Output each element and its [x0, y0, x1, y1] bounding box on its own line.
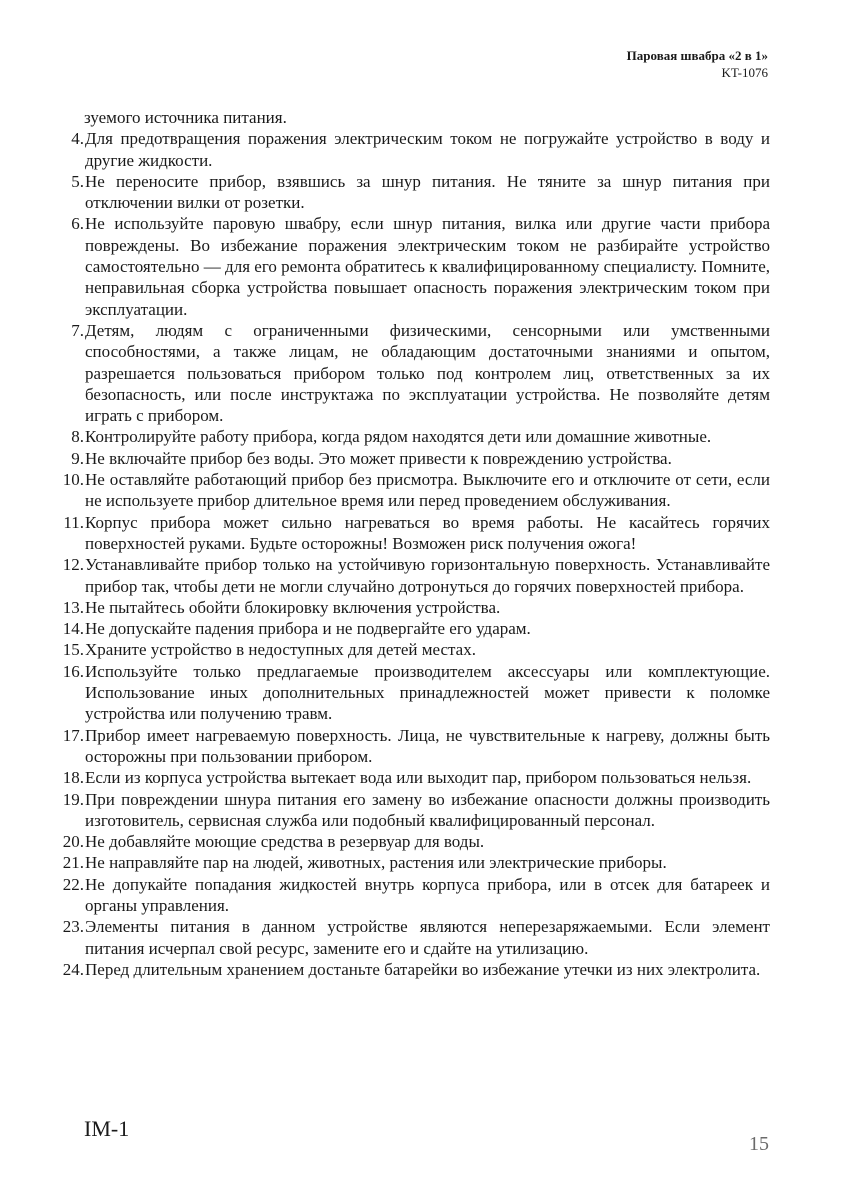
list-item-text: Для предотвращения поражения электрическим током не погружайте устройство в воду и другие жидкости.: [85, 129, 770, 170]
list-item: [52, 448, 770, 469]
list-item-text: Не пытайтесь обойти блокировку включения устройства.: [85, 597, 501, 617]
list-item-number: [52, 213, 84, 319]
list-item-text: Детям, людям с ограниченными физическими, сенсорными или умственными способностями, а также лицам, не обладающим достаточными знаниями и опытом, разрешается пользоваться прибором только под контролем лиц, ответственных за их безопасность, или после инструктажа по эксплуатации устройства. Не позволяйте детям играть с прибором.: [85, 320, 770, 426]
list-item: [52, 128, 770, 171]
list-item: [52, 426, 770, 447]
item-number-label: 4.: [71, 129, 84, 149]
list-item-text: Прибор имеет нагреваемую поверхность. Лица, не чувствительные к нагреву, должны быть осторожны при пользовании прибором.: [85, 725, 770, 766]
item-number-label: 16.: [62, 661, 84, 681]
list-item-number: [52, 831, 84, 852]
list-item-text: Не направляйте пар на людей, животных, растения или электрические приборы.: [85, 853, 667, 873]
list-item: [52, 213, 770, 319]
list-item-number: [52, 767, 84, 788]
list-item-text: Не добавляйте моющие средства в резервуар для воды.: [85, 832, 485, 852]
item-number-label: 9.: [71, 448, 84, 468]
list-item-text: Не переносите прибор, взявшись за шнур питания. Не тяните за шнур питания при отключении вилки от розетки.: [85, 171, 770, 213]
list-item-number: [52, 512, 84, 555]
list-item: [52, 852, 770, 873]
list-item-number: [52, 554, 84, 597]
list-item-number: [52, 916, 84, 959]
item-number-label: 12.: [62, 555, 84, 575]
document-title: Паровая швабра «2 в 1»: [626, 48, 768, 63]
list-item-text: Устанавливайте прибор только на устойчивую горизонтальную поверхность. Устанавливайте прибор так, чтобы дети не могли случайно дотронуться до горячих поверхностей прибора.: [85, 555, 770, 596]
item-number-label: 19.: [62, 789, 84, 809]
item-number-label: 11.: [63, 512, 84, 532]
list-item: [52, 959, 770, 980]
item-number-label: 15.: [62, 640, 84, 660]
instruction-list: [52, 128, 770, 980]
list-item: [52, 831, 770, 852]
item-number-label: 7.: [71, 320, 84, 340]
page-header: [627, 47, 768, 81]
list-item-text: Контролируйте работу прибора, когда рядом находятся дети или домашние животные.: [85, 427, 712, 447]
list-item: [52, 320, 770, 426]
list-item: [52, 469, 770, 512]
list-item-text: Если из корпуса устройства вытекает вода или выходит пар, прибором пользоваться нельзя.: [85, 768, 752, 788]
list-item-text: Не оставляйте работающий прибор без присмотра. Выключите его и отключите от сети, если не используете прибор длительное время или перед проведением обслуживания.: [85, 470, 770, 511]
list-item: [52, 597, 770, 618]
list-item-text: Не допукайте попадания жидкостей внутрь корпуса прибора, или в отсек для батареек и органы управления.: [85, 874, 770, 915]
continued-text: зуемого источника питания.: [84, 108, 287, 127]
list-item: [52, 639, 770, 660]
item-number-label: 23.: [62, 917, 84, 937]
list-item-number: [52, 639, 84, 660]
list-item: [52, 661, 770, 725]
list-item-text: Не включайте прибор без воды. Это может привести к повреждению устройства.: [85, 448, 672, 468]
list-item-text: Элементы питания в данном устройстве являются неперезаряжаемыми. Если элемент питания исчерпал свой ресурс, замените его и сдайте на утилизацию.: [85, 917, 770, 958]
list-item: [52, 171, 770, 214]
list-item-number: [52, 128, 84, 171]
list-item: [52, 767, 770, 788]
list-item: [52, 618, 770, 639]
list-item-text: При повреждении шнура питания его замену во избежание опасности должны производить изготовитель, сервисная служба или подобный квалифицированный персонал.: [85, 789, 770, 830]
list-item-text: Перед длительным хранением достаньте батарейки во избежание утечки из них электролита.: [85, 959, 761, 979]
list-item-number: [52, 874, 84, 917]
item-number-label: 10.: [62, 470, 84, 490]
list-item-number: [52, 426, 84, 447]
list-item: [52, 916, 770, 959]
list-item-text: Храните устройство в недоступных для детей местах.: [85, 640, 476, 660]
list-item-number: [52, 789, 84, 832]
item-number-label: 14.: [62, 619, 84, 639]
item-number-label: 20.: [62, 832, 84, 852]
list-item: [52, 789, 770, 832]
item-number-label: 13.: [62, 597, 84, 617]
list-item-number: [52, 448, 84, 469]
list-item: [52, 512, 770, 555]
list-item-text: Не используйте паровую швабру, если шнур питания, вилка или другие части прибора повреждены. Во избежание поражения электрическим током не разбирайте устройство самостоятельно — для его ремонта обратитесь к квалифицированному специалисту. Помните, неправильная сборка устройства повышает опасность поражения электрическим током при эксплуатации.: [85, 214, 770, 319]
list-item: [52, 554, 770, 597]
list-item-number: [52, 852, 84, 873]
list-item-text: Не допускайте падения прибора и не подвергайте его ударам.: [85, 619, 531, 639]
item-number-label: 18.: [62, 768, 84, 788]
item-number-label: 17.: [62, 725, 84, 745]
list-item-number: [52, 725, 84, 768]
list-item: [52, 725, 770, 768]
list-item: [52, 874, 770, 917]
list-item-number: [52, 171, 84, 214]
safety-instructions: [52, 107, 770, 980]
model-number: KT-1076: [721, 65, 768, 80]
item-number-label: 21.: [62, 853, 84, 873]
list-item-text: Корпус прибора может сильно нагреваться во время работы. Не касайтесь горячих поверхностей руками. Будьте осторожны! Возможен риск получения ожога!: [85, 512, 770, 553]
list-item-number: [52, 597, 84, 618]
list-item-number: [52, 320, 84, 426]
item-number-label: 6.: [71, 214, 84, 234]
manual-code: IM-1: [84, 1116, 130, 1141]
item-number-label: 24.: [62, 959, 84, 979]
item-number-label: 8.: [71, 427, 84, 447]
item-number-label: 5.: [71, 171, 84, 191]
page-number: 15: [749, 1133, 769, 1155]
list-item-number: [52, 469, 84, 512]
list-item-number: [52, 661, 84, 725]
item-number-label: 22.: [62, 874, 84, 894]
list-item-number: [52, 618, 84, 639]
list-item-number: [52, 959, 84, 980]
list-item-text: Используйте только предлагаемые производителем аксессуары или комплектующие. Использование иных дополнительных принадлежностей может привести к поломке устройства или получению травм.: [85, 661, 770, 724]
